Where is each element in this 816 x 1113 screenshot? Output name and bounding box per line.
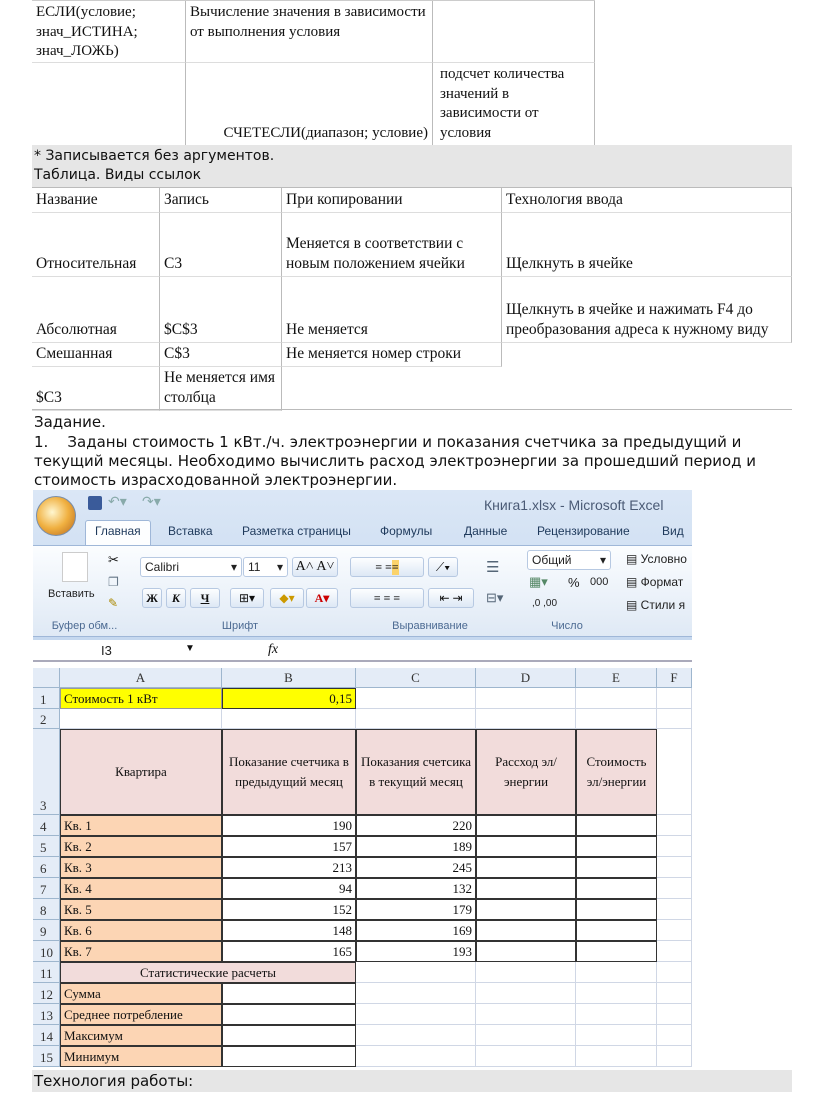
- apartment-cell[interactable]: Кв. 7: [60, 941, 222, 962]
- grid-cell[interactable]: [657, 878, 692, 899]
- grid-cell[interactable]: [222, 709, 356, 729]
- cost-cell[interactable]: [576, 899, 657, 920]
- stats-label-cell[interactable]: Сумма: [60, 983, 222, 1004]
- prev-reading-cell[interactable]: 157: [222, 836, 356, 857]
- grid-cell[interactable]: [60, 709, 222, 729]
- current-reading-cell[interactable]: 245: [356, 857, 476, 878]
- consumption-cell[interactable]: [476, 920, 576, 941]
- grid-cell[interactable]: [657, 920, 692, 941]
- stats-label-cell[interactable]: Среднее потребление: [60, 1004, 222, 1025]
- grid-cell[interactable]: [576, 1004, 657, 1025]
- consumption-cell[interactable]: [476, 899, 576, 920]
- grid-cell[interactable]: [657, 983, 692, 1004]
- cell: Не меняется имя столбца: [160, 367, 282, 411]
- grid-cell[interactable]: [476, 983, 576, 1004]
- row-header[interactable]: 2: [33, 709, 60, 729]
- column-header[interactable]: D: [476, 668, 576, 688]
- row-header[interactable]: 3: [33, 729, 60, 815]
- stats-title-cell[interactable]: Статистические расчеты: [60, 962, 356, 983]
- apartment-cell[interactable]: Кв. 6: [60, 920, 222, 941]
- grid-cell[interactable]: [476, 1025, 576, 1046]
- row-header[interactable]: 9: [33, 920, 60, 941]
- grid-cell[interactable]: [657, 729, 692, 815]
- row-header[interactable]: 1: [33, 688, 60, 709]
- grid-cell[interactable]: [576, 1046, 657, 1067]
- horizontal-align-buttons[interactable]: ≡ ≡ ≡: [350, 588, 424, 608]
- row-header[interactable]: 8: [33, 899, 60, 920]
- row-header[interactable]: 10: [33, 941, 60, 962]
- column-header[interactable]: E: [576, 668, 657, 688]
- cut-icon[interactable]: ✂: [108, 552, 119, 567]
- group-alignment: Выравнивание: [392, 620, 468, 632]
- stats-label-cell[interactable]: Максимум: [60, 1025, 222, 1046]
- prev-reading-cell[interactable]: 94: [222, 878, 356, 899]
- wrap-text-icon[interactable]: ☰: [486, 560, 500, 576]
- cell: [433, 1, 595, 63]
- office-button[interactable]: [36, 496, 76, 536]
- row-header[interactable]: 14: [33, 1025, 60, 1046]
- font-size-value: 11: [248, 560, 261, 574]
- cell: Смешанная: [32, 343, 160, 367]
- row-header[interactable]: 4: [33, 815, 60, 836]
- tab-data[interactable]: Данные: [464, 524, 508, 538]
- grid-cell[interactable]: [576, 962, 657, 983]
- select-all-corner[interactable]: [33, 668, 60, 688]
- currency-icon[interactable]: ▦▾: [529, 574, 548, 589]
- column-header[interactable]: F: [657, 668, 692, 688]
- consumption-cell[interactable]: [476, 815, 576, 836]
- number-format-value: Общий: [532, 553, 572, 567]
- row-header[interactable]: 13: [33, 1004, 60, 1025]
- vertical-align-buttons[interactable]: ≡ ≡ ≡: [350, 557, 424, 577]
- merge-icon[interactable]: ⊟▾: [486, 590, 504, 605]
- stats-value-cell[interactable]: [222, 1025, 356, 1046]
- functions-table: [32, 0, 595, 145]
- borders-icon[interactable]: ⊞▾: [230, 588, 264, 608]
- cell: Щелкнуть в ячейке и нажимать F4 до преобразования адреса к нужному виду: [502, 277, 792, 343]
- cell-styles-button[interactable]: ▤ Стили я: [626, 598, 686, 612]
- row-header[interactable]: 7: [33, 878, 60, 899]
- grid-cell[interactable]: [657, 941, 692, 962]
- font-color-icon[interactable]: A▾: [306, 588, 338, 608]
- current-reading-cell[interactable]: 169: [356, 920, 476, 941]
- row-header[interactable]: 6: [33, 857, 60, 878]
- current-reading-cell[interactable]: 179: [356, 899, 476, 920]
- header-cell: Запись: [160, 188, 282, 213]
- grid-cell[interactable]: [657, 709, 692, 729]
- cost-cell[interactable]: [576, 878, 657, 899]
- stats-value-cell[interactable]: [222, 1004, 356, 1025]
- cell: [32, 63, 186, 146]
- consumption-cell[interactable]: [476, 878, 576, 899]
- formula-input[interactable]: [290, 642, 692, 660]
- cell: $C3: [32, 367, 160, 411]
- cell: Меняется в соответствии с новым положением ячейки: [282, 213, 502, 277]
- grid-cell[interactable]: [657, 836, 692, 857]
- styles-label: Стили я: [640, 598, 686, 612]
- prev-reading-cell[interactable]: 152: [222, 899, 356, 920]
- current-reading-cell[interactable]: 189: [356, 836, 476, 857]
- format-table-button[interactable]: ▤ Формат: [626, 575, 684, 589]
- font-name-value: Calibri: [145, 560, 180, 574]
- save-icon[interactable]: [88, 496, 102, 510]
- cell: Относительная: [32, 213, 160, 277]
- column-header[interactable]: B: [222, 668, 356, 688]
- percent-button[interactable]: %: [568, 575, 580, 590]
- cost-cell[interactable]: [576, 815, 657, 836]
- cell: СЧЕТЕСЛИ(диапазон; условие): [186, 63, 433, 146]
- header-cell: Технология ввода: [502, 188, 792, 213]
- prev-reading-cell[interactable]: 190: [222, 815, 356, 836]
- grid-cell[interactable]: [657, 688, 692, 709]
- grid-cell[interactable]: [356, 688, 476, 709]
- grid-cell[interactable]: [657, 815, 692, 836]
- cell: подсчет количества значений в зависимости от условия: [433, 63, 595, 146]
- header-cell: Название: [32, 188, 160, 213]
- cell: C$3: [160, 343, 282, 367]
- underline-button[interactable]: Ч: [190, 588, 220, 608]
- current-reading-cell[interactable]: 220: [356, 815, 476, 836]
- italic-button[interactable]: К: [166, 588, 186, 608]
- grid-cell[interactable]: [356, 709, 476, 729]
- stats-value-cell[interactable]: [222, 1046, 356, 1067]
- cost-cell[interactable]: [576, 941, 657, 962]
- cell: Вычисление значения в зависимости от выполнения условия: [186, 1, 433, 63]
- row-header[interactable]: 12: [33, 983, 60, 1004]
- format-painter-icon[interactable]: ✎: [108, 596, 119, 610]
- copy-icon[interactable]: ❐: [108, 575, 119, 589]
- conditional-format-button[interactable]: ▤ Условно: [626, 552, 687, 566]
- column-header[interactable]: A: [60, 668, 222, 688]
- consumption-cell[interactable]: [476, 941, 576, 962]
- grid-cell[interactable]: [476, 1004, 576, 1025]
- cell: ЕСЛИ(условие; знач_ИСТИНА; знач_ЛОЖЬ): [32, 1, 186, 63]
- grid-cell[interactable]: [576, 983, 657, 1004]
- table-caption: Таблица. Виды ссылок: [34, 167, 202, 183]
- column-header[interactable]: C: [356, 668, 476, 688]
- grid-cell[interactable]: [576, 1025, 657, 1046]
- cell: C3: [160, 213, 282, 277]
- name-box-dropdown[interactable]: ▼: [185, 643, 195, 654]
- fill-color-icon[interactable]: ◆▾: [270, 588, 304, 608]
- orientation-icon[interactable]: ⟋▾: [428, 557, 458, 577]
- paste-icon[interactable]: [62, 552, 88, 582]
- footnote: * Записывается без аргументов.: [34, 148, 275, 164]
- format-label: Формат: [640, 575, 684, 589]
- cond-label: Условно: [640, 552, 687, 566]
- decimal-buttons[interactable]: ,0 ,00: [532, 598, 558, 609]
- prev-reading-cell[interactable]: 148: [222, 920, 356, 941]
- grid-cell[interactable]: [657, 1025, 692, 1046]
- apartment-cell[interactable]: Кв. 2: [60, 836, 222, 857]
- cell: Не меняется: [282, 277, 502, 343]
- header-cell[interactable]: Показание счетчика в предыдущий месяц: [222, 729, 356, 815]
- apartment-cell[interactable]: Кв. 5: [60, 899, 222, 920]
- grid-cell[interactable]: [356, 1025, 476, 1046]
- apartment-cell[interactable]: Кв. 1: [60, 815, 222, 836]
- task-heading: Задание.: [34, 413, 106, 431]
- cell: $C$3: [160, 277, 282, 343]
- font-grow-shrink-buttons[interactable]: A˄ A˅: [292, 557, 338, 577]
- cost-cell[interactable]: [576, 836, 657, 857]
- undo-icon[interactable]: ↶▾: [108, 495, 127, 510]
- redo-icon[interactable]: ↷▾: [142, 495, 161, 510]
- row-header[interactable]: 11: [33, 962, 60, 983]
- group-number: Число: [551, 620, 583, 632]
- group-clipboard: Буфер обм...: [51, 620, 118, 632]
- cell: Не меняется номер строки: [282, 343, 502, 367]
- thousands-button[interactable]: 000: [590, 576, 609, 588]
- grid-cell[interactable]: [356, 983, 476, 1004]
- tab-view[interactable]: Вид: [662, 524, 684, 538]
- grid-cell[interactable]: [657, 962, 692, 983]
- name-box[interactable]: I3: [101, 643, 112, 658]
- window-title: Книга1.xlsx - Microsoft Excel: [484, 497, 664, 513]
- header-cell[interactable]: Показания счетсика в текущий месяц: [356, 729, 476, 815]
- prev-reading-cell[interactable]: 165: [222, 941, 356, 962]
- grid-cell[interactable]: [476, 709, 576, 729]
- header-cell: При копировании: [282, 188, 502, 213]
- header-cell[interactable]: Стоимость эл/энергии: [576, 729, 657, 815]
- header-cell[interactable]: Квартира: [60, 729, 222, 815]
- grid-cell[interactable]: [356, 962, 476, 983]
- stats-value-cell[interactable]: [222, 983, 356, 1004]
- grid-cell[interactable]: [476, 962, 576, 983]
- grid-cell[interactable]: [657, 1004, 692, 1025]
- consumption-cell[interactable]: [476, 836, 576, 857]
- current-reading-cell[interactable]: 193: [356, 941, 476, 962]
- bold-button[interactable]: Ж: [142, 588, 162, 608]
- grid-cell[interactable]: [576, 688, 657, 709]
- cell: Абсолютная: [32, 277, 160, 343]
- consumption-cell[interactable]: [476, 857, 576, 878]
- tab-review[interactable]: Рецензирование: [537, 524, 630, 538]
- group-font: Шрифт: [221, 620, 259, 632]
- tab-formulas[interactable]: Формулы: [380, 524, 433, 538]
- stats-label-cell[interactable]: Минимум: [60, 1046, 222, 1067]
- footer-text: Технология работы:: [34, 1072, 194, 1090]
- header-cell[interactable]: Рассход эл/энергии: [476, 729, 576, 815]
- cell-a1[interactable]: Стоимость 1 кВт: [60, 688, 222, 709]
- tab-home[interactable]: Главная: [95, 524, 141, 538]
- apartment-cell[interactable]: Кв. 4: [60, 878, 222, 899]
- links-table: [32, 187, 792, 410]
- prev-reading-cell[interactable]: 213: [222, 857, 356, 878]
- row-header[interactable]: 15: [33, 1046, 60, 1067]
- grid-cell[interactable]: [476, 688, 576, 709]
- task-text: 1. Заданы стоимость 1 кВт./ч. электроэнергии и показания счетчика за предыдущий и текущий месяцы. Необходимо вычислить расход электроэнергии за прошедший период и стоимость израсходованной электроэнергии.: [34, 433, 761, 489]
- grid-cell[interactable]: [356, 1004, 476, 1025]
- grid-cell[interactable]: [476, 1046, 576, 1067]
- grid-cell[interactable]: [657, 857, 692, 878]
- font-name-select[interactable]: Calibri ▾: [140, 557, 242, 577]
- cell-b1[interactable]: 0,15: [222, 688, 356, 709]
- tab-page-layout[interactable]: Разметка страницы: [242, 524, 351, 538]
- indent-buttons[interactable]: ⇤ ⇥: [428, 588, 474, 608]
- fx-button[interactable]: fx: [268, 642, 279, 657]
- cost-cell[interactable]: [576, 857, 657, 878]
- apartment-cell[interactable]: Кв. 3: [60, 857, 222, 878]
- row-header[interactable]: 5: [33, 836, 60, 857]
- current-reading-cell[interactable]: 132: [356, 878, 476, 899]
- cost-cell[interactable]: [576, 920, 657, 941]
- cell: Щелкнуть в ячейке: [502, 213, 792, 277]
- grid-cell[interactable]: [576, 709, 657, 729]
- tab-insert[interactable]: Вставка: [168, 524, 213, 538]
- number-format-select[interactable]: Общий ▾: [527, 550, 611, 570]
- grid-cell[interactable]: [356, 1046, 476, 1067]
- paste-button[interactable]: Вставить: [48, 588, 95, 600]
- font-size-select[interactable]: 11 ▾: [243, 557, 288, 577]
- grid-cell[interactable]: [657, 899, 692, 920]
- grid-cell[interactable]: [657, 1046, 692, 1067]
